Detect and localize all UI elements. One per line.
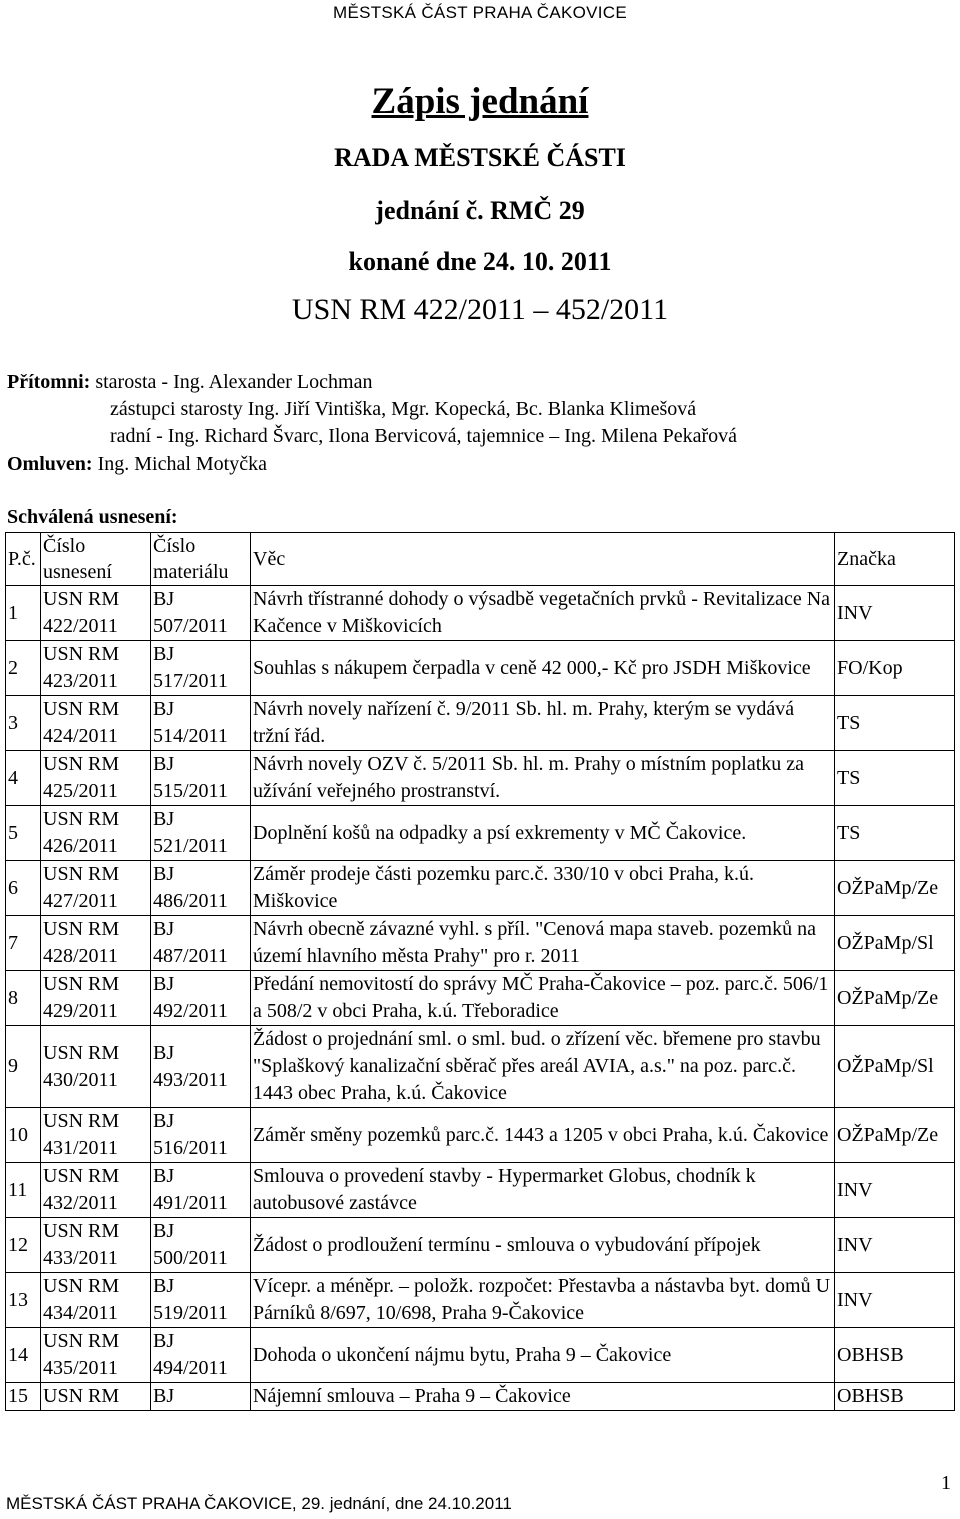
table-row [6,751,955,806]
row-num: 7 [6,916,41,971]
table-row [6,1026,955,1108]
table-row [6,971,955,1026]
header-num: P.č. [6,533,41,586]
row-resolution: USN RM [41,1383,151,1411]
row-resolution: USN RM 432/2011 [41,1163,151,1218]
row-tag: INV [835,586,955,641]
row-subject: Návrh novely nařízení č. 9/2011 Sb. hl. m. Prahy, kterým se vydává tržní řád. [251,696,835,751]
present-label: Přítomni: [7,371,91,393]
table-row [6,806,955,861]
table-row [6,916,955,971]
row-tag: OBHSB [835,1328,955,1383]
row-resolution: USN RM 428/2011 [41,916,151,971]
row-resolution: USN RM 429/2011 [41,971,151,1026]
row-resolution: USN RM 435/2011 [41,1328,151,1383]
approved-heading: Schválená usnesení: [7,506,178,528]
row-num: 3 [6,696,41,751]
row-material: BJ 486/2011 [151,861,251,916]
row-material: BJ 517/2011 [151,641,251,696]
row-resolution: USN RM 424/2011 [41,696,151,751]
meeting-number: jednání č. RMČ 29 [375,196,585,225]
table-row [6,586,955,641]
row-resolution: USN RM 430/2011 [41,1026,151,1108]
row-resolution: USN RM 423/2011 [41,641,151,696]
row-tag: INV [835,1273,955,1328]
row-num: 6 [6,861,41,916]
row-subject: Souhlas s nákupem čerpadla v ceně 42 000,- Kč pro JSDH Miškovice [251,641,835,696]
row-tag: INV [835,1163,955,1218]
row-tag: OŽPaMp/Sl [835,1026,955,1108]
document-title: Zápis jednání [371,81,589,122]
row-subject: Návrh třístranné dohody o výsadbě vegetačních prvků - Revitalizace Na Kačence v Miškovicích [251,586,835,641]
row-num: 12 [6,1218,41,1273]
row-subject: Záměr prodeje části pozemku parc.č. 330/10 v obci Praha, k.ú. Miškovice [251,861,835,916]
row-num: 2 [6,641,41,696]
row-resolution: USN RM 425/2011 [41,751,151,806]
attendance-present-line [7,371,372,394]
row-num: 13 [6,1273,41,1328]
row-tag: OŽPaMp/Ze [835,1108,955,1163]
row-material: BJ 491/2011 [151,1163,251,1218]
row-tag: OŽPaMp/Ze [835,861,955,916]
meeting-date: konané dne 24. 10. 2011 [348,247,612,276]
excused-label: Omluven: [7,453,93,475]
row-subject: Dohoda o ukončení nájmu bytu, Praha 9 – Čakovice [251,1328,835,1383]
table-header-row [6,533,955,586]
row-material: BJ 493/2011 [151,1026,251,1108]
row-subject: Žádost o prodloužení termínu - smlouva o vybudování přípojek [251,1218,835,1273]
page-number: 1 [941,1472,951,1494]
table-row [6,1328,955,1383]
row-resolution: USN RM 426/2011 [41,806,151,861]
row-num: 5 [6,806,41,861]
row-material: BJ 500/2011 [151,1218,251,1273]
table-row [6,1273,955,1328]
row-material: BJ 487/2011 [151,916,251,971]
attendance-excused-line [7,453,267,476]
row-resolution: USN RM 434/2011 [41,1273,151,1328]
row-material: BJ 492/2011 [151,971,251,1026]
present-line-3: radní - Ing. Richard Švarc, Ilona Bervicová, tajemnice – Ing. Milena Pekařová [110,425,738,447]
table-row [6,1108,955,1163]
row-tag: OŽPaMp/Ze [835,971,955,1026]
excused-value: Ing. Michal Motyčka [97,453,267,475]
row-num: 9 [6,1026,41,1108]
row-num: 1 [6,586,41,641]
row-material: BJ 514/2011 [151,696,251,751]
running-header: MĚSTSKÁ ČÁST PRAHA ČAKOVICE [332,3,628,22]
table-row [6,861,955,916]
row-num: 15 [6,1383,41,1411]
row-resolution: USN RM 422/2011 [41,586,151,641]
row-material: BJ [151,1383,251,1411]
resolutions-table [5,532,955,1411]
council-name: RADA MĚSTSKÉ ČÁSTI [334,143,626,172]
row-resolution: USN RM 433/2011 [41,1218,151,1273]
present-line-2: zástupci starosty Ing. Jiří Vintiška, Mgr. Kopecká, Bc. Blanka Klimešová [110,398,697,420]
row-num: 8 [6,971,41,1026]
table-row [6,1218,955,1273]
header-tag: Značka [835,533,955,586]
row-subject: Doplnění košů na odpadky a psí exkrementy v MČ Čakovice. [251,806,835,861]
row-subject: Nájemní smlouva – Praha 9 – Čakovice [251,1383,835,1411]
table-row [6,641,955,696]
row-num: 14 [6,1328,41,1383]
table-row [6,696,955,751]
resolution-range: USN RM 422/2011 – 452/2011 [291,293,669,326]
row-num: 11 [6,1163,41,1218]
row-material: BJ 516/2011 [151,1108,251,1163]
row-subject: Návrh obecně závazné vyhl. s příl. "Cenová mapa staveb. pozemků na území hlavního města Prahy" pro r. 2011 [251,916,835,971]
row-tag: OBHSB [835,1383,955,1411]
row-subject: Smlouva o provedení stavby - Hypermarket Globus, chodník k autobusové zastávce [251,1163,835,1218]
row-tag: TS [835,696,955,751]
header-subject: Věc [251,533,835,586]
row-tag: INV [835,1218,955,1273]
row-material: BJ 494/2011 [151,1328,251,1383]
row-tag: OŽPaMp/Sl [835,916,955,971]
header-resolution: Číslo usnesení [41,533,151,586]
page-footer: MĚSTSKÁ ČÁST PRAHA ČAKOVICE, 29. jednání, dne 24.10.2011 [6,1494,512,1513]
table-row [6,1383,955,1411]
row-material: BJ 521/2011 [151,806,251,861]
present-line-1: starosta - Ing. Alexander Lochman [95,371,373,393]
row-tag: FO/Kop [835,641,955,696]
row-subject: Vícepr. a méněpr. – položk. rozpočet: Přestavba a nástavba byt. domů U Párníků 8/697, 10/698, Praha 9-Čakovice [251,1273,835,1328]
table-row [6,1163,955,1218]
row-resolution: USN RM 431/2011 [41,1108,151,1163]
row-tag: TS [835,751,955,806]
row-material: BJ 515/2011 [151,751,251,806]
row-num: 4 [6,751,41,806]
row-subject: Předání nemovitostí do správy MČ Praha-Čakovice – poz. parc.č. 506/1 a 508/2 v obci Praha, k.ú. Třeboradice [251,971,835,1026]
row-num: 10 [6,1108,41,1163]
row-material: BJ 519/2011 [151,1273,251,1328]
row-subject: Záměr směny pozemků parc.č. 1443 a 1205 v obci Praha, k.ú. Čakovice [251,1108,835,1163]
row-subject: Žádost o projednání sml. o sml. bud. o zřízení věc. břemene pro stavbu "Splaškový kanalizační sběrač přes areál AVIA, a.s." na poz. parc.č. 1443 obec Praha, k.ú. Čakovice [251,1026,835,1108]
row-material: BJ 507/2011 [151,586,251,641]
row-tag: TS [835,806,955,861]
header-material: Číslo materiálu [151,533,251,586]
row-resolution: USN RM 427/2011 [41,861,151,916]
row-subject: Návrh novely OZV č. 5/2011 Sb. hl. m. Prahy o místním poplatku za užívání veřejného prostranství. [251,751,835,806]
